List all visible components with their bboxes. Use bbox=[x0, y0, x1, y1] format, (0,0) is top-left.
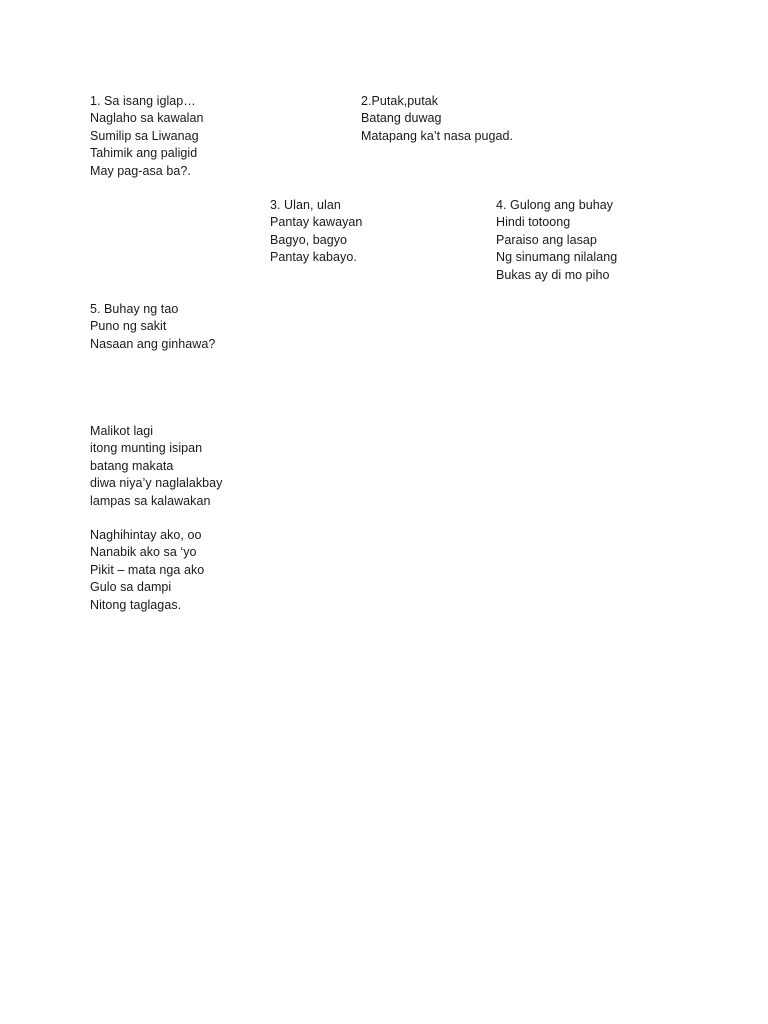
poem-line: Gulo sa dampi bbox=[90, 580, 172, 595]
poem-line: Pantay kawayan bbox=[270, 215, 363, 230]
poem-7 bbox=[90, 527, 204, 614]
poem-5 bbox=[90, 301, 215, 353]
poem-line: Nitong taglagas. bbox=[90, 597, 182, 612]
poem-line: Paraiso ang lasap bbox=[496, 232, 597, 247]
poem-line: Naghihintay ako, oo bbox=[90, 528, 202, 542]
poem-2 bbox=[361, 93, 513, 145]
poem-line: 1. Sa isang iglap… bbox=[90, 94, 196, 108]
poem-6 bbox=[90, 423, 222, 510]
poem-line: Matapang ka’t nasa pugad. bbox=[361, 128, 514, 143]
poem-line: Tahimik ang paligid bbox=[90, 146, 198, 161]
poem-line: Sumilip sa Liwanag bbox=[90, 128, 199, 143]
poem-line: Ng sinumang nilalang bbox=[496, 250, 618, 265]
poem-line: Puno ng sakit bbox=[90, 319, 167, 334]
poem-line: lampas sa kalawakan bbox=[90, 493, 211, 508]
poem-line: 3. Ulan, ulan bbox=[270, 198, 341, 212]
poem-line: Pikit – mata nga ako bbox=[90, 562, 205, 577]
poem-line: Batang duwag bbox=[361, 111, 442, 126]
poem-line: Hindi totoong bbox=[496, 215, 571, 230]
poem-line: May pag-asa ba?. bbox=[90, 163, 191, 178]
poem-line: Bagyo, bagyo bbox=[270, 232, 348, 247]
poem-line: Bukas ay di mo piho bbox=[496, 267, 610, 282]
poem-line: 2.Putak,putak bbox=[361, 94, 439, 108]
poem-line: Nanabik ako sa ‘yo bbox=[90, 545, 197, 560]
poem-3 bbox=[270, 197, 362, 267]
poem-line: 4. Gulong ang buhay bbox=[496, 198, 614, 212]
poem-line: Nasaan ang ginhawa? bbox=[90, 336, 216, 351]
poem-line: 5. Buhay ng tao bbox=[90, 302, 179, 316]
poem-line: Naglaho sa kawalan bbox=[90, 111, 204, 126]
poem-line: itong munting isipan bbox=[90, 441, 203, 456]
poem-line: diwa niya’y naglalakbay bbox=[90, 476, 223, 491]
poem-1 bbox=[90, 93, 203, 180]
poem-line: Pantay kabayo. bbox=[270, 250, 357, 265]
poem-line: Malikot lagi bbox=[90, 424, 154, 438]
poem-line: batang makata bbox=[90, 458, 174, 473]
poem-4 bbox=[496, 197, 617, 284]
